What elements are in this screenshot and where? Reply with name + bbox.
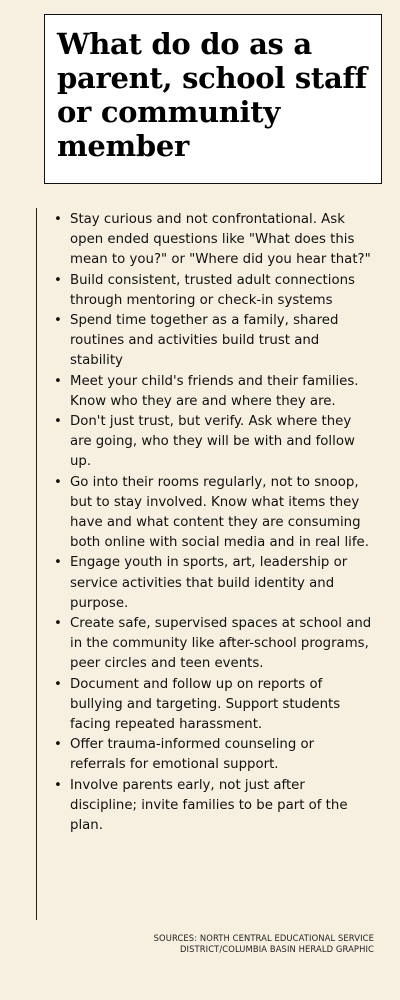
vertical-divider <box>36 208 37 920</box>
tip-text: Spend time together as a family, shared routines and activities build trust and stability <box>70 313 339 369</box>
list-item <box>52 776 372 837</box>
list-item <box>52 271 372 311</box>
list-item <box>52 473 372 554</box>
tip-text: Stay curious and not confrontational. Ask open ended questions like "What does this mean to you?" or "Where did you hear that?" <box>70 212 371 268</box>
list-item <box>52 412 372 473</box>
title-box <box>44 14 382 184</box>
bullet-icon: • <box>54 676 62 692</box>
bullet-icon: • <box>54 616 62 632</box>
bullet-icon: • <box>54 373 62 389</box>
list-item <box>52 675 372 736</box>
tip-text: Don't just trust, but verify. Ask where they are going, who they will be with and follow up. <box>70 414 355 470</box>
list-item <box>52 372 372 412</box>
bullet-icon: • <box>54 414 62 430</box>
tip-text: Involve parents early, not just after discipline; invite families to be part of the plan. <box>70 777 348 834</box>
list-item <box>52 735 372 775</box>
tip-text: Create safe, supervised spaces at school and in the community like after-school programs, peer circles and teen events. <box>70 616 372 672</box>
tip-text: Go into their rooms regularly, not to snoop, but to stay involved. Know what items they have and what content they are consuming both online with social media and in real life. <box>70 474 369 551</box>
sources-credit <box>74 933 374 955</box>
sources-line: SOURCES: NORTH CENTRAL EDUCATIONAL SERVICE <box>153 933 374 943</box>
tip-text: Document and follow up on reports of bullying and targeting. Support students facing repeated harassment. <box>70 676 341 733</box>
sources-line: DISTRICT/COLUMBIA BASIN HERALD GRAPHIC <box>179 944 374 954</box>
tip-text: Build consistent, trusted adult connections through mentoring or check-in systems <box>70 272 355 308</box>
list-item <box>52 614 372 675</box>
bullet-icon: • <box>54 737 62 753</box>
tip-text: Offer trauma-informed counseling or referrals for emotional support. <box>70 737 315 773</box>
bullet-icon: • <box>54 272 62 288</box>
bullet-icon: • <box>54 777 62 793</box>
tips-list <box>52 210 372 836</box>
tip-text: Meet your child's friends and their families. Know who they are and where they are. <box>70 373 359 409</box>
bullet-icon: • <box>54 212 62 227</box>
bullet-icon: • <box>54 474 62 490</box>
bullet-icon: • <box>54 555 62 571</box>
tip-text: Engage youth in sports, art, leadership or service activities that build identity and purpose. <box>70 555 348 611</box>
list-item <box>52 311 372 372</box>
list-item <box>52 553 372 614</box>
list-item <box>52 210 372 271</box>
bullet-icon: • <box>54 313 62 329</box>
page-title: What do do as a parent, school staff or community member <box>57 27 367 163</box>
